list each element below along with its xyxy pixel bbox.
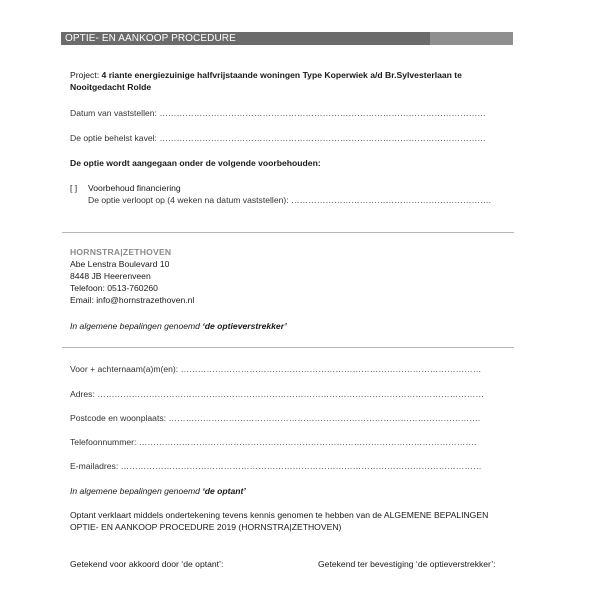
- telefoon-field[interactable]: Telefoonnummer: ……………………………………………………………………………………………………….: [70, 437, 477, 447]
- signature-optant-label: Getekend voor akkoord door ‘de optant’:: [70, 559, 224, 569]
- project-line-2: Nooitgedacht Rolde: [70, 82, 152, 92]
- section-title: OPTIE- EN AANKOOP PROCEDURE: [65, 33, 236, 44]
- optie-verloopt-field[interactable]: De optie verloopt op (4 weken na datum vaststellen): …………………………………………………………….: [88, 195, 492, 205]
- company-address: Abe Lenstra Boulevard 10: [70, 259, 170, 269]
- company-email: Email: info@hornstrazethoven.nl: [70, 295, 195, 305]
- divider-1: [62, 232, 514, 233]
- note-prefix: In algemene bepalingen genoemd: [70, 321, 203, 331]
- project-line-1: [70, 70, 462, 81]
- header-bar-accent: [430, 32, 513, 45]
- postcode-field[interactable]: Postcode en woonplaats: ……………………………………………………………………………………………….: [70, 413, 481, 423]
- adres-field[interactable]: Adres: ………………………………………………………………………………………………………………………: [70, 389, 484, 399]
- company-postal: 8448 JB Heerenveen: [70, 271, 151, 281]
- statement-line-2: OPTIE- EN AANKOOP PROCEDURE 2019 (HORNSTRA|ZETHOVEN): [70, 522, 342, 532]
- optieverstrekker-note: [70, 321, 287, 332]
- financiering-checkbox[interactable]: [ ]: [70, 183, 78, 193]
- datum-field[interactable]: Datum van vaststellen: ……………………………………………………………………………………………………: [70, 108, 486, 118]
- project-label: Project:: [70, 70, 102, 80]
- note-term: ‘de optieverstrekker’: [202, 321, 287, 331]
- company-name: HORNSTRA|ZETHOVEN: [70, 247, 172, 257]
- names-field[interactable]: Voor + achternaam(a)m(en): ……………………………………………………………………………………………: [70, 364, 482, 374]
- financiering-label: Voorbehoud financiering: [88, 183, 181, 193]
- optant-note-prefix: In algemene bepalingen genoemd: [70, 486, 203, 496]
- optant-note: [70, 486, 246, 497]
- section-header-bar: [61, 32, 513, 45]
- signature-optieverstrekker-label: Getekend ter bevestiging ‘de optieverstrekker’:: [318, 559, 496, 569]
- optant-note-term: ‘de optant’: [202, 486, 246, 496]
- voorbehouden-heading: De optie wordt aangegaan onder de volgende voorbehouden:: [70, 158, 321, 168]
- project-value: 4 riante energiezuinige halfvrijstaande woningen Type Koperwiek a/d Br.Sylvesterlaan te: [101, 70, 462, 80]
- email-field[interactable]: E-mailadres: ………………………………………………………………………………………………………………: [70, 461, 482, 471]
- kavel-field[interactable]: De optie behelst kavel: ……………………………………………………………………………………………………: [70, 133, 486, 143]
- statement-line-1: Optant verklaart middels ondertekening tevens kennis genomen te hebben van de ALGEMENE BEPALINGEN: [70, 510, 489, 520]
- company-phone: Telefoon: 0513-760260: [70, 283, 158, 293]
- divider-2: [62, 347, 514, 348]
